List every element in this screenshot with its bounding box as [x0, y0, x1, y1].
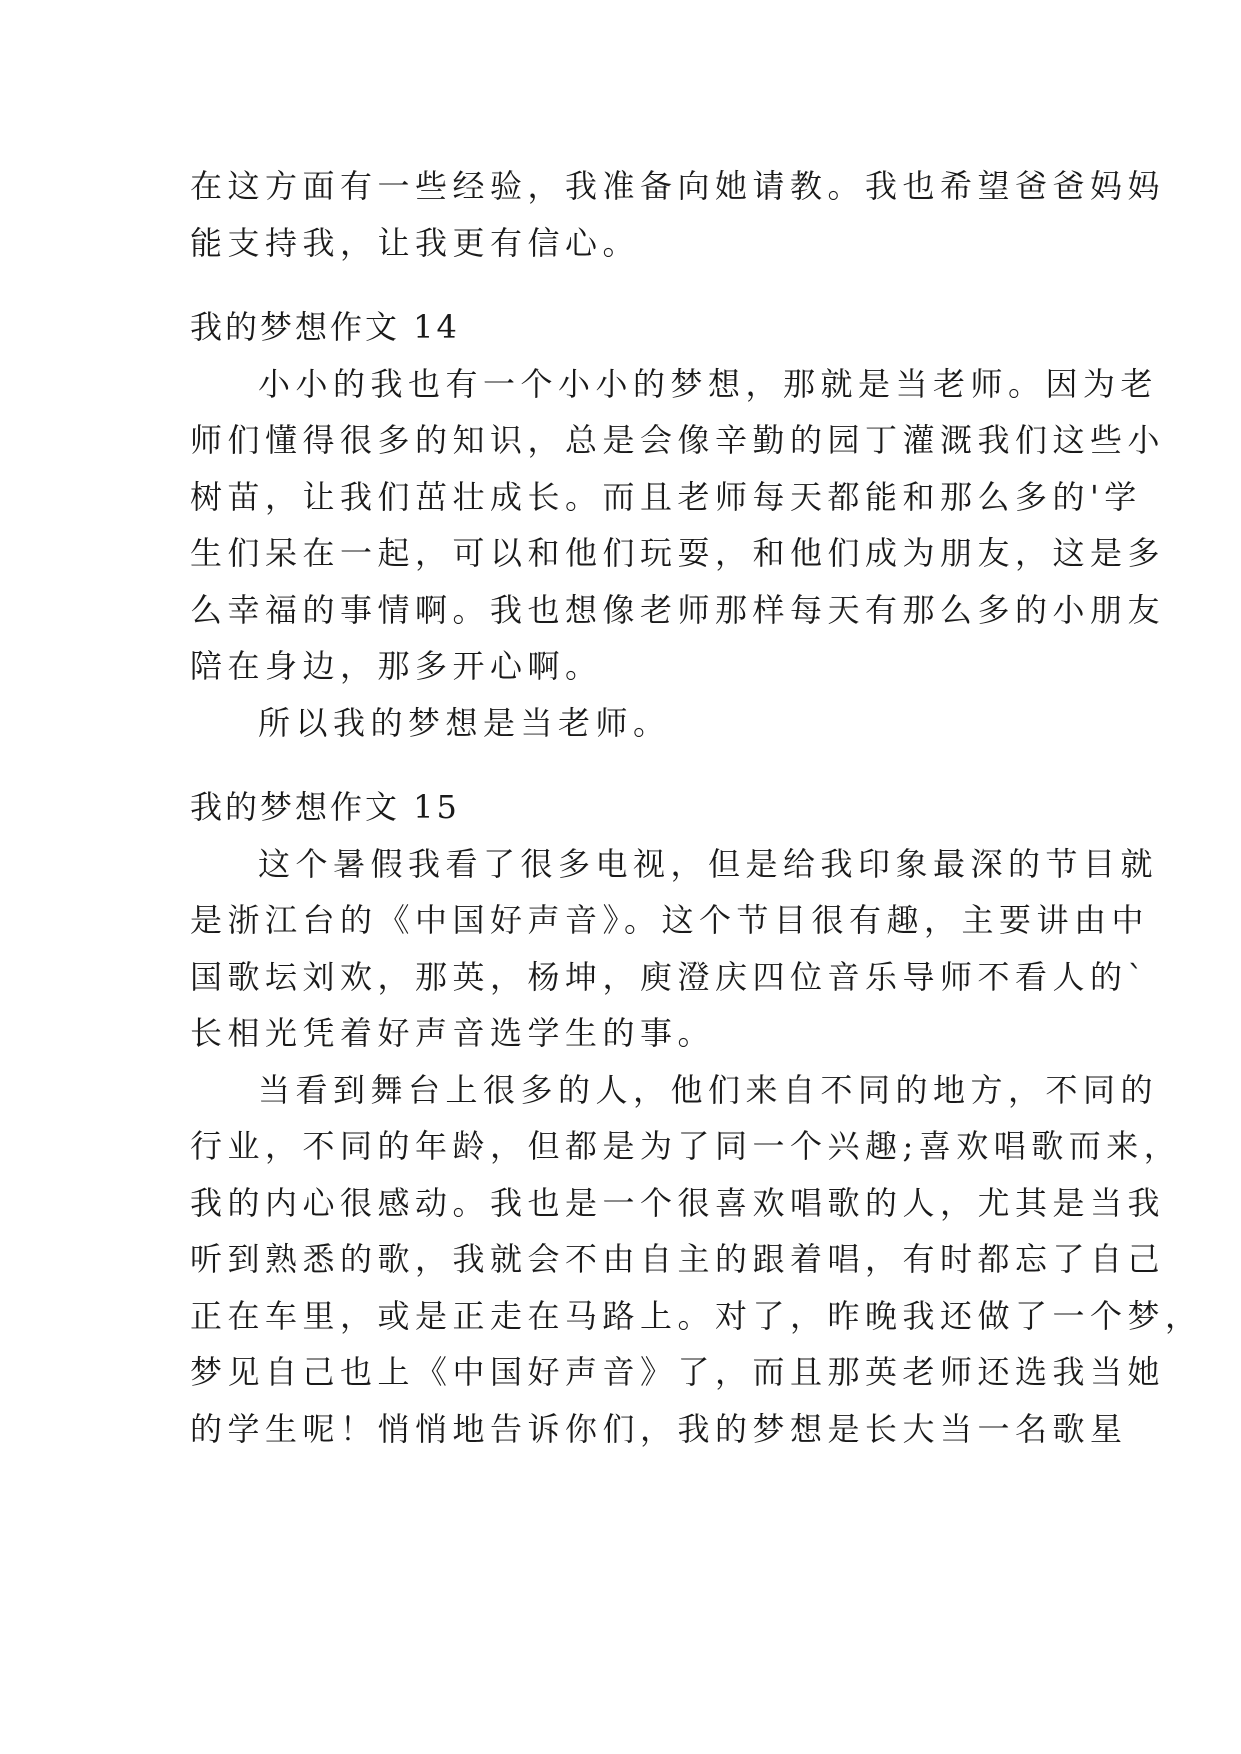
paragraph-line: 在这方面有一些经验，我准备向她请教。我也希望爸爸妈妈: [190, 167, 1166, 205]
paragraph-line: 陪在身边，那多开心啊。: [190, 647, 603, 685]
paragraph-line: 梦见自己也上《中国好声音》了，而且那英老师还选我当她: [190, 1353, 1166, 1391]
paragraph-line: 听到熟悉的歌，我就会不由自主的跟着唱，有时都忘了自己: [190, 1240, 1166, 1278]
paragraph-line: 能支持我，让我更有信心。: [190, 224, 641, 262]
paragraph-line: 的学生呢！悄悄地告诉你们，我的梦想是长大当一名歌星: [190, 1410, 1128, 1448]
paragraph-line: 树苗，让我们茁壮成长。而且老师每天都能和那么多的'学: [190, 478, 1142, 516]
paragraph-line: 我的内心很感动。我也是一个很喜欢唱歌的人，尤其是当我: [190, 1184, 1166, 1222]
paragraph-line: 这个暑假我看了很多电视，但是给我印象最深的节目就: [258, 845, 1159, 883]
paragraph-line: 长相光凭着好声音选学生的事。: [190, 1014, 716, 1052]
paragraph-line: 是浙江台的《中国好声音》。这个节目很有趣，主要讲由中: [190, 901, 1150, 939]
paragraph-line: 小小的我也有一个小小的梦想，那就是当老师。因为老: [258, 365, 1159, 403]
paragraph-line: 么幸福的事情啊。我也想像老师那样每天有那么多的小朋友: [190, 591, 1166, 629]
paragraph-line: 生们呆在一起，可以和他们玩耍，和他们成为朋友，这是多: [190, 534, 1166, 572]
paragraph-line: 国歌坛刘欢，那英，杨坤，庾澄庆四位音乐导师不看人的`: [190, 958, 1150, 996]
paragraph-line: 正在车里，或是正走在马路上。对了，昨晚我还做了一个梦，: [190, 1297, 1203, 1335]
paragraph-line: 行业，不同的年龄，但都是为了同一个兴趣;喜欢唱歌而来，: [190, 1127, 1182, 1165]
paragraph-line: 当看到舞台上很多的人，他们来自不同的地方，不同的: [258, 1071, 1159, 1109]
section-title: 我的梦想作文 14: [190, 308, 460, 346]
section-title: 我的梦想作文 15: [190, 788, 460, 826]
paragraph-line: 师们懂得很多的知识，总是会像辛勤的园丁灌溉我们这些小: [190, 421, 1166, 459]
paragraph-line: 所以我的梦想是当老师。: [258, 704, 671, 742]
